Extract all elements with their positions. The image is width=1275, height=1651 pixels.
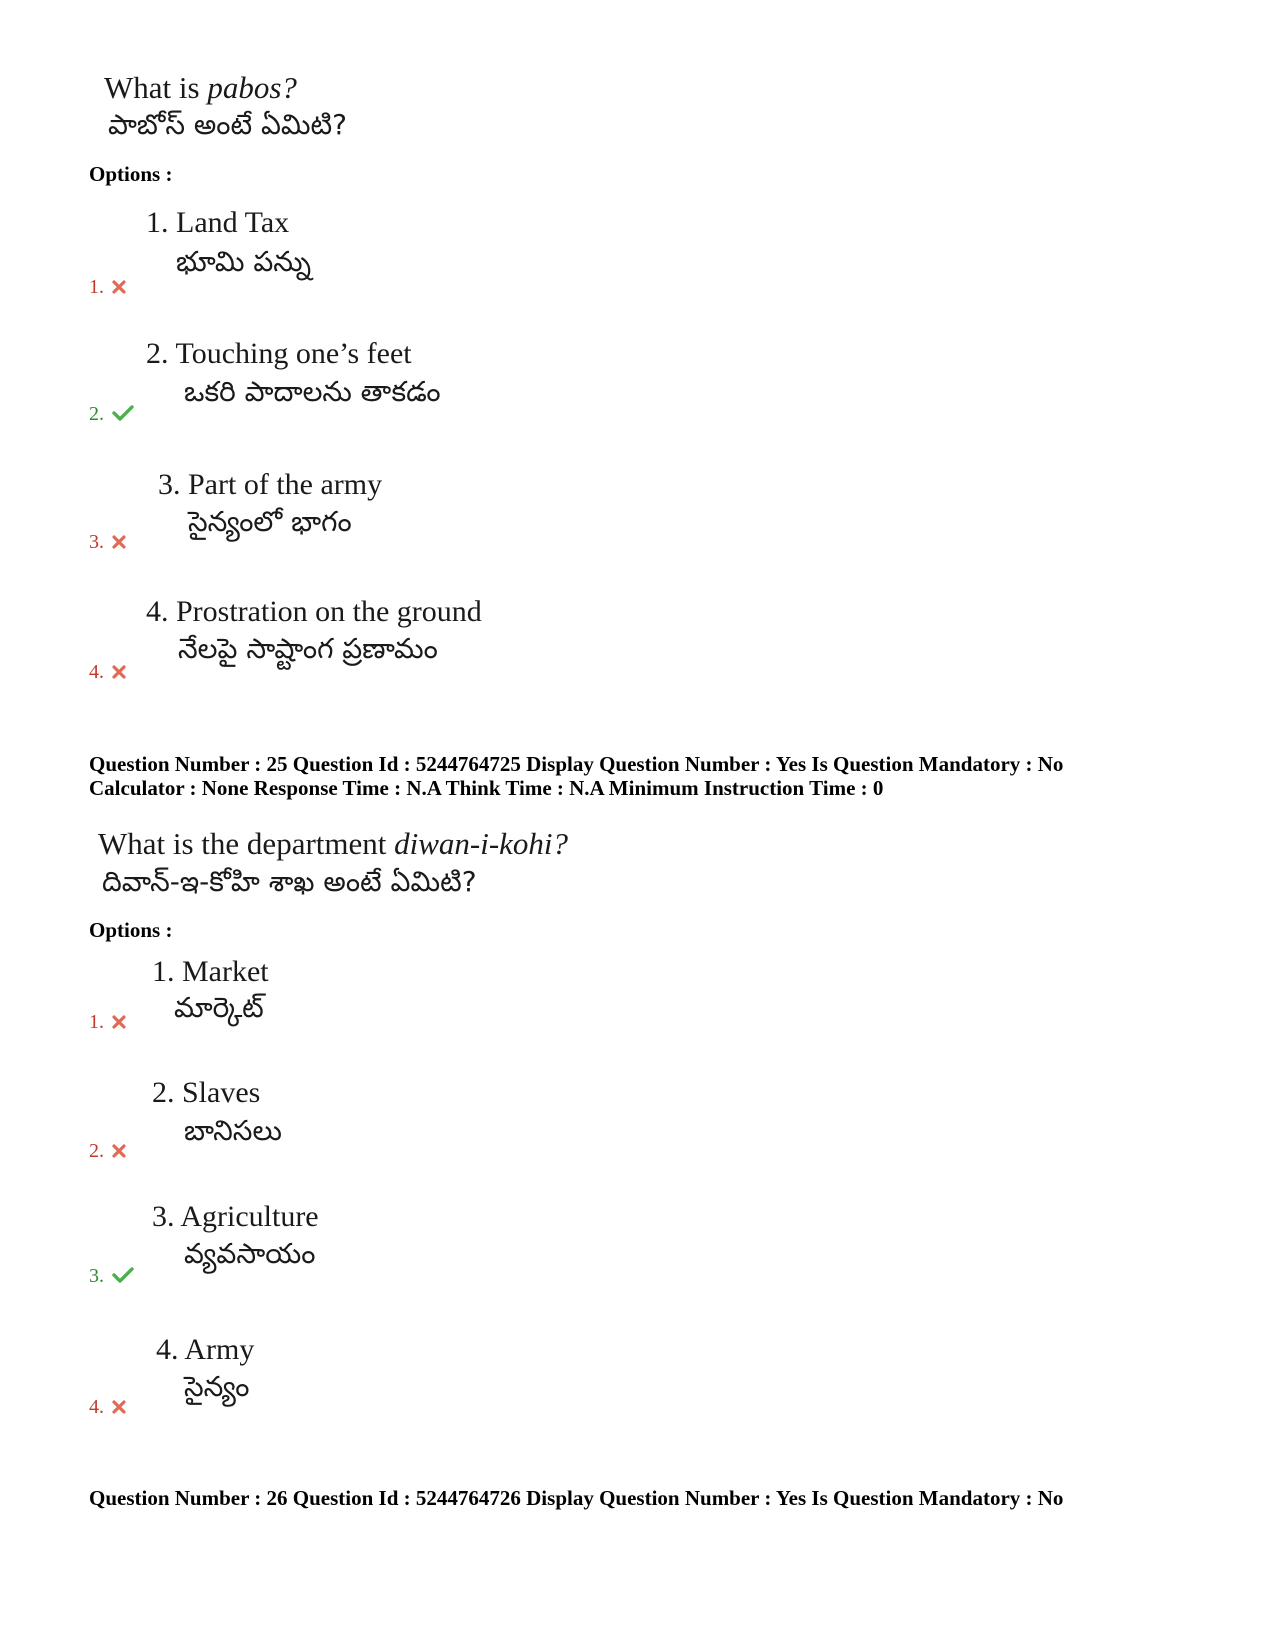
option-3-text-te: సైన్యంలో భాగం (188, 505, 352, 538)
option-2-text-te: బానిసలు (184, 1114, 283, 1147)
option-1-text-en: 1. Land Tax (146, 206, 290, 239)
question-24-text-en (104, 70, 297, 106)
option-2-marker: 2. (89, 1140, 126, 1162)
question-term: pabos? (207, 70, 297, 105)
question-26-meta-line-1: Question Number : 26 Question Id : 5244764726 Display Question Number : Yes Is Question Mandatory : No (89, 1486, 1064, 1510)
check-icon (112, 405, 134, 421)
cross-icon (112, 1015, 126, 1029)
option-2-text-en: 2. Slaves (152, 1076, 261, 1109)
question-25-text-te: దివాన్-ఇ-కోహి శాఖ అంటే ఏమిటి? (102, 865, 477, 898)
option-1-marker: 1. (89, 276, 126, 298)
option-4-text-en: 4. Prostration on the ground (146, 595, 482, 628)
cross-icon (112, 1144, 126, 1158)
option-2-text-en: 2. Touching one’s feet (146, 337, 412, 370)
option-3-text-en: 3. Part of the army (158, 468, 383, 501)
options-label: Options : (89, 162, 173, 186)
option-1-text-te: మార్కెట్ (174, 991, 264, 1024)
option-3-marker: 3. (89, 1265, 134, 1287)
option-4-text-en: 4. Army (156, 1333, 255, 1366)
option-3-text-en: 3. Agriculture (152, 1200, 319, 1233)
option-3-text-te: వ్యవసాయం (184, 1237, 316, 1270)
cross-icon (112, 1400, 126, 1414)
option-3-marker: 3. (89, 531, 126, 553)
cross-icon (112, 535, 126, 549)
options-label: Options : (89, 918, 173, 942)
option-4-marker: 4. (89, 1396, 126, 1418)
option-1-text-te: భూమి పన్ను (176, 245, 312, 278)
question-term: diwan-i-kohi? (394, 826, 569, 861)
option-1-text-en: 1. Market (152, 955, 269, 988)
check-icon (112, 1267, 134, 1283)
option-2-marker: 2. (89, 403, 134, 425)
option-1-marker: 1. (89, 1011, 126, 1033)
option-2-text-te: ఒకరి పాదాలను తాకడం (184, 375, 441, 408)
cross-icon (112, 665, 126, 679)
question-25-text-en (98, 826, 568, 862)
option-4-text-te: సైన్యం (184, 1370, 250, 1403)
question-25-meta-line-2: Calculator : None Response Time : N.A Think Time : N.A Minimum Instruction Time : 0 (89, 776, 884, 800)
option-4-text-te: నేలపై సాష్టాంగ ప్రణామం (178, 632, 438, 665)
option-4-marker: 4. (89, 661, 126, 683)
question-text: What is (104, 70, 208, 105)
cross-icon (112, 280, 126, 294)
question-text: What is the department (98, 826, 395, 861)
question-25-meta-line-1: Question Number : 25 Question Id : 5244764725 Display Question Number : Yes Is Question Mandatory : No (89, 752, 1064, 776)
question-24-text-te: పాబోస్ అంటే ఏమిటి? (108, 108, 347, 141)
